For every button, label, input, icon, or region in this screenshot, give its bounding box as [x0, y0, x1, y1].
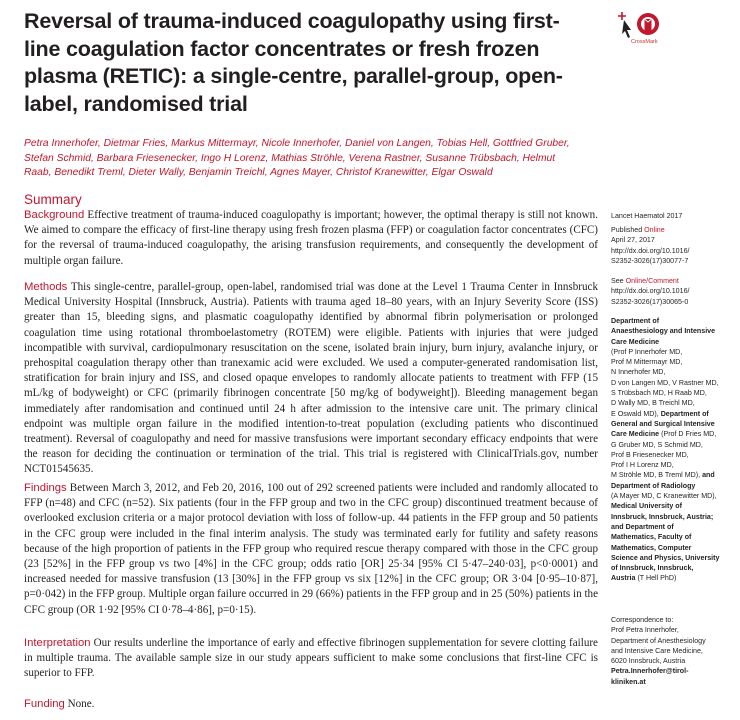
doi-link-1[interactable]: http://dx.doi.org/10.1016/ — [611, 246, 690, 255]
background-paragraph — [24, 208, 598, 269]
dept-math-line3: Mathematics, Computer — [611, 543, 692, 552]
affiliation-line: Prof M Mittermayr MD, — [611, 358, 683, 367]
interpretation-label: Interpretation — [24, 637, 91, 649]
published-label: Published — [611, 226, 643, 234]
dept-anaesthesiology-line2: Anaesthesiology and Intensive — [611, 327, 716, 336]
findings-text: Between March 3, 2012, and Feb 20, 2016, 100 out of 292 screened patients were included and randomly allocated to FFP (n=48) and CFC (n=52). Six patients (four in the FFP group and two in the CFC group) discontinued treatment because of overlooked exclusion criteria or a major protocol deviation with loss of follow-up. 44 patients in the FFP group and 50 patients in the CFC group were included in the final interim analysis. The study was terminated early for futility and safety reasons because of the high proportion of patients in the FFP group who required rescue therapy compared with those in the CFC group (23 [52%] in the FFP group vs two [4%] in the CFC group; odds ratio [OR] 25·34 [95% CI 5·47–240·03], p<0·0001) and increased needed for massive transfusion (13 [30%] in the FFP group vs six [12%] in the CFC group; OR 3·04 [0·95–10·87], p=0·042) in the FFP group. Multiple organ failure occurred in 29 (66%) patients in the FFP group and in 25 (50%) patients in the CFC group (OR 1·92 [95% CI 0·78–4·86], p=0·15). — [24, 482, 598, 616]
methods-paragraph — [24, 280, 598, 478]
email-link[interactable]: Petra.Innerhofer@tirol- — [611, 667, 689, 676]
affiliation-line: (A Mayer MD, C Kranewitter MD), — [611, 492, 717, 501]
see-also — [611, 276, 736, 307]
crossmark-icon[interactable] — [612, 10, 664, 54]
university-line2: Innsbruck, Innsbruck, Austria; — [611, 512, 714, 521]
journal-citation: Lancet Haematol 2017 — [611, 212, 683, 220]
affiliation-text: M Ströhle MD, B Treml MD), — [611, 471, 701, 480]
dept-math-line1: Department of — [625, 522, 674, 531]
university-line1: Medical University of — [611, 502, 682, 511]
funding-paragraph — [24, 697, 598, 712]
doi-link-2-cont[interactable]: S2352-3026(17)30065-0 — [611, 297, 689, 306]
crossmark-label: CrossMark — [631, 39, 658, 45]
published-line — [611, 225, 736, 235]
affiliation-line: S Trübsbach MD, H Raab MD, — [611, 389, 707, 398]
dept-math-country: Austria — [611, 574, 636, 583]
affiliation-line: D von Langen MD, V Rastner MD, — [611, 378, 719, 387]
interpretation-text: Our results underline the importance of early and effective fibrinogen supplementation for severe clotting failure in multiple trauma. The available sample size in our study appears sufficient to make some conclusions that first-line CFC is superior to FFP. — [24, 637, 598, 680]
affiliation-line: Prof I H Lorenz MD, — [611, 461, 674, 470]
correspondence-label: Correspondence to: — [611, 616, 674, 624]
see-online-comment-link[interactable]: Online/Comment — [625, 277, 679, 285]
dept-anaesthesiology-line1: Department of — [611, 317, 660, 325]
dept-anaesthesiology-line3: Care Medicine — [611, 337, 660, 346]
email-link-cont[interactable]: kliniken.at — [611, 677, 646, 686]
doi-link-2[interactable]: http://dx.doi.org/10.1016/ — [611, 287, 690, 296]
dept-radiology: Department of Radiology — [611, 481, 696, 490]
correspondence-line: Prof Petra Innerhofer, — [611, 626, 679, 635]
publication-info — [611, 225, 736, 266]
affiliation-line: G Gruber MD, S Schmid MD, — [611, 440, 703, 449]
published-date: April 27, 2017 — [611, 236, 655, 245]
methods-text: This single-centre, parallel-group, open-label, randomised trial was done at the Level 1 Trauma Center in Innsbruck Medical University Hospital (Innsbruck, Austria). Patients with trauma aged 18–80 years, with an Injury Severity Score (ISS) greater than 15, bleeding signs, and plasmatic coagulopathy identified by abnormal fibrin polymerisation or prolonged coagulation time using rotational thromboelastometry (ROTEM) were eligible. Patients with injuries that were judged incompatible with survival, cardiopulmonary resuscitation on the scene, isolated brain injury, burn injury, avalanche injury, or prehospital coagulation therapy other than tranexamic acid were excluded. We used a computer-generated randomisation list, stratification for brain injury and ISS, and closed opaque envelopes to randomly allocate patients to treatment with FFP (15 mL/kg of bodyweight) or CFC (primarily fibrinogen concentrate [50 mg/kg of bodyweight]). Bleeding management began immediately after randomisation and continued until 24 h after admission to the intensive care unit. The primary clinical endpoint was multiple organ failure in the modified intention-to-treat population (excluding patients who discontinued treatment). Reversal of coagulopathy and need for massive transfusions were important secondary efficacy endpoints that were the reason for deciding the continuation or termination of the trial. This trial is registered with ClinicalTrials.gov, number NCT01545635. — [24, 281, 598, 476]
affiliation-line: Prof B Friesenecker MD, — [611, 450, 689, 459]
funding-text: None. — [67, 698, 95, 710]
dept-math-line2: Mathematics, Faculty of — [611, 533, 692, 542]
dept-math-line6 — [611, 573, 736, 583]
affiliation-line: N Innerhofer MD, — [611, 368, 666, 377]
affiliation-line: D Wally MD, B Treichl MD, — [611, 399, 695, 408]
and-text: and — [702, 471, 715, 480]
dept-general-line2: General and Surgical Intensive — [611, 419, 715, 428]
doi-link-1-cont[interactable]: S2352-3026(17)30077-7 — [611, 256, 689, 265]
affiliation-line — [611, 409, 736, 419]
dept-general-line1: Department of — [660, 409, 709, 418]
see-line — [611, 276, 736, 286]
background-label: Background — [24, 209, 85, 221]
affiliations — [611, 316, 736, 584]
affiliation-line: (Prof P Innerhofer MD, — [611, 347, 683, 356]
background-text: Effective treatment of trauma-induced coagulopathy is important; however, the optimal therapy is still not known. We aimed to compare the efficacy of first-line therapy using fresh frozen plasma (FFP) or coagulation factor concentrates (CFC) for the reversal of trauma-induced coagulopathy, the arising transfusion requirements, and consequently the development of multiple organ failure. — [24, 209, 599, 267]
dept-general-line3: Care Medicine — [611, 430, 660, 439]
dept-math-line5: of Innsbruck, Innsbruck, — [611, 564, 694, 573]
methods-label: Methods — [24, 281, 68, 293]
affiliation-text: (Prof D Fries MD, — [661, 430, 717, 439]
interpretation-paragraph — [24, 636, 598, 682]
affiliation-text: E Oswald MD), — [611, 409, 659, 418]
summary-heading: Summary — [24, 192, 82, 207]
and-text: and — [611, 522, 624, 531]
author-list: Petra Innerhofer, Dietmar Fries, Markus Mittermayr, Nicole Innerhofer, Daniel von Langen, Tobias Hell, Gottfried Gruber, Stefan Schmid, Barbara Friesenecker, Ingo H Lorenz, Mathias Ströhle, Verena Rastner, Susanne Trübsbach, Helmut Raab, Benedikt Treml, Dieter Wally, Benjamin Treichl, Agnes Mayer, Christof Kranewitter, Elgar Oswald — [24, 138, 570, 179]
correspondence-line: Department of Anesthesiology — [611, 636, 706, 645]
funding-label: Funding — [24, 698, 65, 710]
affiliation-text: (T Hell PhD) — [637, 574, 677, 583]
findings-paragraph — [24, 481, 598, 618]
affiliation-line — [611, 429, 736, 439]
correspondence-line: and Intensive Care Medicine, — [611, 646, 703, 655]
dept-math-line4: Science and Physics, University — [611, 553, 720, 562]
see-label: See — [611, 277, 624, 285]
article-title: Reversal of trauma-induced coagulopathy using first-line coagulation factor concentrates or fresh frozen plasma (RETIC): a single-centre, parallel-group, open-label, randomised trial — [24, 9, 563, 116]
correspondence-line: 6020 Innsbruck, Austria — [611, 657, 686, 666]
correspondence — [611, 615, 736, 687]
published-online: Online — [644, 226, 665, 234]
findings-label: Findings — [24, 482, 67, 494]
and-dept-line — [611, 522, 736, 532]
affiliation-line — [611, 470, 736, 480]
